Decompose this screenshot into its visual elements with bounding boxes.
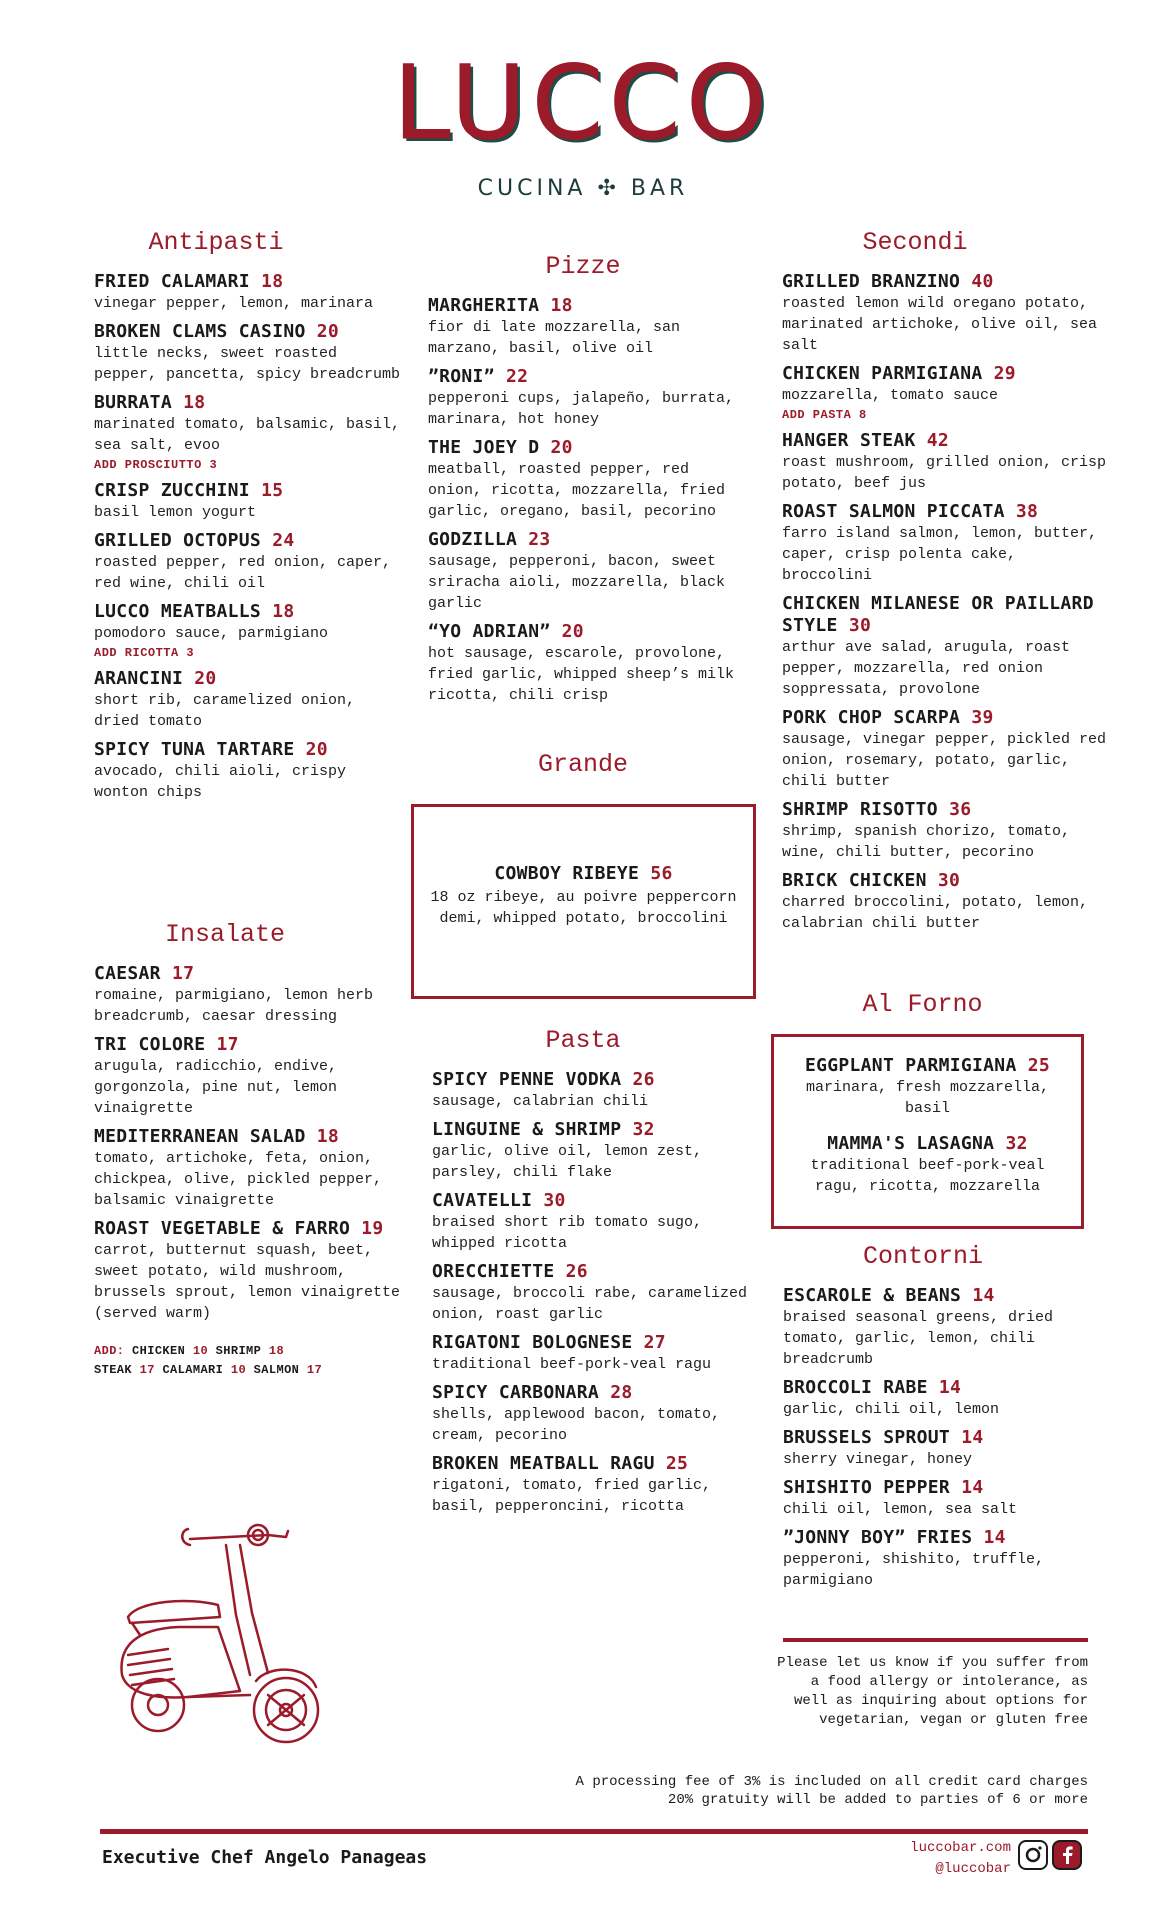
item-name [432, 1069, 754, 1091]
item-desc: vinegar pepper, lemon, marinara [94, 295, 374, 312]
add-label: ADD: [94, 1344, 125, 1358]
item-name-text: SHRIMP RISOTTO [782, 799, 938, 820]
grande-title: Grande [537, 750, 628, 779]
item-name [94, 392, 406, 414]
item-desc: sausage, pepperoni, bacon, sweet sriracha aioli, mozzarella, black garlic [428, 553, 726, 612]
item-name-text: CAESAR [94, 963, 161, 984]
item-name [782, 870, 1112, 892]
grande-item-name [414, 863, 753, 885]
item-name-text: CHICKEN MILANESE OR PAILLARD STYLE [782, 593, 1094, 636]
item-desc: carrot, butternut squash, beet, sweet potato, wild mushroom, brussels sprout, lemon vinaigrette [94, 1242, 401, 1301]
item-name-text: SPICY CARBONARA [432, 1382, 600, 1403]
gratuity-line: 20% gratuity will be added to parties of 6 or more [667, 1792, 1088, 1808]
item-price: 27 [643, 1332, 666, 1353]
menu-item-burrata [94, 392, 406, 473]
contorni-list [783, 1285, 1103, 1591]
item-name [428, 529, 752, 551]
item-name-text: HANGER STEAK [782, 430, 916, 451]
menu-item-lucco-meatballs [94, 601, 406, 661]
item-price: 20 [316, 321, 340, 342]
item-name [783, 1477, 1103, 1499]
item-name-text: GRILLED BRANZINO [782, 271, 961, 292]
item-desc: short rib, caramelized onion, dried tomato [94, 692, 356, 730]
item-name-text: ROAST VEGETABLE & FARRO [94, 1218, 351, 1239]
item-name-text: CHICKEN PARMIGIANA [782, 363, 983, 384]
insalate-list [94, 963, 406, 1324]
item-desc: fior di late mozzarella, san marzano, basil, olive oil [428, 319, 681, 357]
item-note: (served warm) [94, 1305, 212, 1322]
item-price: 42 [926, 430, 950, 451]
item-desc: sherry vinegar, honey [783, 1451, 973, 1468]
item-price: 18 [261, 271, 284, 292]
item-price: 19 [361, 1218, 384, 1239]
item-name-text: EGGPLANT PARMIGIANA [804, 1055, 1017, 1076]
menu-item-tri-colore [94, 1034, 406, 1119]
item-desc: roasted pepper, red onion, caper, red wine, chili oil [94, 554, 392, 592]
menu-item-caesar [94, 963, 406, 1027]
pizze-section [428, 252, 752, 706]
antipasti-section [94, 228, 406, 803]
item-add-on: ADD PASTA 8 [782, 408, 867, 422]
pasta-list [432, 1069, 754, 1517]
item-desc: pepperoni cups, jalapeño, burrata, marinara, hot honey [428, 390, 735, 428]
item-name-text: ”RONI” [428, 366, 495, 387]
item-desc: pepperoni, shishito, truffle, parmigiano [783, 1551, 1045, 1589]
item-price: 14 [972, 1285, 995, 1306]
item-desc: meatball, roasted pepper, red onion, ricotta, mozzarella, fried garlic, oregano, basil, pecorino [428, 461, 726, 520]
item-price: 25 [1027, 1055, 1051, 1076]
item-desc: shells, applewood bacon, tomato, cream, pecorino [432, 1406, 721, 1444]
item-price: 40 [971, 271, 994, 292]
secondi-title: Secondi [862, 228, 968, 257]
item-price: 14 [961, 1477, 984, 1498]
menu-item-godzilla [428, 529, 752, 614]
menu-item-eggplant-parmigiana [784, 1055, 1071, 1119]
pasta-section [432, 1026, 754, 1517]
item-desc: braised seasonal greens, dried tomato, garlic, lemon, chili breadcrumb [783, 1309, 1054, 1368]
add-protein-line-2 [94, 1361, 406, 1380]
item-name [94, 1126, 406, 1148]
item-name-text: MARGHERITA [428, 295, 540, 316]
item-price: 56 [650, 863, 673, 884]
item-price: 26 [632, 1069, 655, 1090]
insalate-section [94, 920, 406, 1380]
item-desc: arugula, radicchio, endive, gorgonzola, pine nut, lemon vinaigrette [94, 1058, 338, 1117]
item-name-text: ARANCINI [94, 668, 184, 689]
item-name [783, 1427, 1103, 1449]
item-name [783, 1527, 1103, 1549]
item-name-text: FRIED CALAMARI [94, 271, 250, 292]
item-name-text: MAMMA'S LASAGNA [827, 1133, 995, 1154]
menu-item-linguine-shrimp [432, 1119, 754, 1183]
item-price: 24 [272, 530, 295, 551]
menu-item-the-joey-d [428, 437, 752, 522]
add-price: 17 [306, 1363, 323, 1377]
menu-item-broken-clams-casino [94, 321, 406, 385]
item-desc: hot sausage, escarole, provolone, fried garlic, whipped sheep’s milk ricotta, chili crisp [428, 645, 735, 704]
item-price: 39 [971, 707, 994, 728]
item-name [94, 480, 406, 502]
item-price: 18 [316, 1126, 340, 1147]
contorni-title: Contorni [862, 1242, 984, 1271]
item-name-text: RIGATONI BOLOGNESE [432, 1332, 633, 1353]
contorni-section [783, 1242, 1103, 1591]
item-name-text: SPICY TUNA TARTARE [94, 739, 295, 760]
item-name-text: “YO ADRIAN” [428, 621, 551, 642]
item-price: 15 [261, 480, 284, 501]
website-link[interactable]: luccobar.com [910, 1840, 1011, 1856]
menu-item-orecchiette [432, 1261, 754, 1325]
menu-item-crisp-zucchini [94, 480, 406, 523]
al-forno-box [771, 1034, 1084, 1229]
item-name [94, 271, 406, 293]
item-name-text: BROCCOLI RABE [783, 1377, 928, 1398]
grande-box [411, 804, 756, 999]
item-name-text: ”JONNY BOY” FRIES [783, 1527, 973, 1548]
item-price: 30 [543, 1190, 566, 1211]
item-name-text: SPICY PENNE VODKA [432, 1069, 622, 1090]
item-price: 17 [216, 1034, 239, 1055]
item-desc: rigatoni, tomato, fried garlic, basil, pepperoncini, ricotta [432, 1477, 712, 1515]
pizze-list [428, 295, 752, 706]
add-item: CHICKEN [132, 1344, 186, 1358]
item-name [782, 799, 1112, 821]
item-desc: sausage, calabrian chili [432, 1093, 649, 1110]
al-forno-list [784, 1055, 1071, 1197]
item-price: 32 [1005, 1133, 1028, 1154]
add-item: CALAMARI [162, 1363, 224, 1377]
item-name [784, 1133, 1071, 1155]
item-name-text: ORECCHIETTE [432, 1261, 555, 1282]
item-price: 29 [993, 363, 1016, 384]
item-desc: chili oil, lemon, sea salt [783, 1501, 1018, 1518]
item-desc: sausage, vinegar pepper, pickled red onion, rosemary, potato, garlic, chili butter [782, 731, 1107, 790]
menu-item-chicken-parmigiana [782, 363, 1112, 423]
item-price: 22 [505, 366, 529, 387]
add-price: 10 [230, 1363, 247, 1377]
secondi-section [782, 228, 1112, 934]
item-price: 14 [961, 1427, 984, 1448]
item-name-text: SHISHITO PEPPER [783, 1477, 951, 1498]
item-price: 14 [938, 1377, 962, 1398]
item-desc: roast mushroom, grilled onion, crisp potato, beef jus [782, 454, 1107, 492]
item-price: 14 [983, 1527, 1006, 1548]
menu-item-margherita [428, 295, 752, 359]
item-name [432, 1190, 754, 1212]
pasta-title: Pasta [545, 1026, 621, 1055]
menu-item-yo-adrian [428, 621, 752, 706]
item-name [428, 437, 752, 459]
item-name-text: BRUSSELS SPROUT [783, 1427, 951, 1448]
menu-item-spicy-penne-vodka [432, 1069, 754, 1112]
pizze-title: Pizze [545, 252, 621, 281]
antipasti-list [94, 271, 406, 803]
grande-item-desc: 18 oz ribeye, au poivre peppercorn demi, whipped potato, broccolini [430, 889, 737, 927]
executive-chef: Executive Chef Angelo Panageas [102, 1847, 428, 1868]
add-protein-line-1 [94, 1342, 406, 1361]
item-price: 18 [550, 295, 573, 316]
item-name-text: LINGUINE & SHRIMP [432, 1119, 622, 1140]
item-name [94, 739, 406, 761]
item-name-text: CRISP ZUCCHINI [94, 480, 250, 501]
item-desc: romaine, parmigiano, lemon herb breadcrumb, caesar dressing [94, 987, 374, 1025]
al-forno-title: Al Forno [862, 990, 983, 1019]
item-name [94, 601, 406, 623]
insalate-title: Insalate [164, 920, 286, 949]
allergy-divider [783, 1638, 1088, 1642]
item-desc: sausage, broccoli rabe, caramelized onion, roast garlic [432, 1285, 748, 1323]
item-name-text: GRILLED OCTOPUS [94, 530, 262, 551]
item-price: 18 [183, 392, 206, 413]
menu-item-roni [428, 366, 752, 430]
item-name [94, 963, 406, 985]
item-desc: traditional beef-pork-veal ragu, ricotta, mozzarella [810, 1157, 1045, 1195]
menu-item-grilled-octopus [94, 530, 406, 594]
item-desc: basil lemon yogurt [94, 504, 257, 521]
item-name [428, 366, 752, 388]
item-desc: pomodoro sauce, parmigiano [94, 625, 329, 642]
item-name [432, 1119, 754, 1141]
item-name-text: GODZILLA [428, 529, 518, 550]
item-name-text: ESCAROLE & BEANS [783, 1285, 962, 1306]
item-desc: braised short rib tomato sugo, whipped ricotta [432, 1214, 703, 1252]
item-name [783, 1285, 1103, 1307]
menu-item-rigatoni-bolognese [432, 1332, 754, 1375]
add-item: STEAK [94, 1363, 133, 1377]
item-name [782, 430, 1112, 452]
logo [0, 44, 1166, 201]
item-name-text: COWBOY RIBEYE [494, 863, 640, 884]
menu-item-spicy-carbonara [432, 1382, 754, 1446]
menu-item-brick-chicken [782, 870, 1112, 934]
item-add-on: ADD PROSCIUTTO 3 [94, 458, 218, 472]
antipasti-title: Antipasti [148, 228, 284, 257]
item-name [782, 363, 1112, 385]
menu-item-fried-calamari [94, 271, 406, 314]
social-handle[interactable]: @luccobar [935, 1861, 1011, 1877]
contact [910, 1838, 1011, 1880]
menu-item-broccoli-rabe [783, 1377, 1103, 1420]
item-desc: little necks, sweet roasted pepper, pancetta, spicy breadcrumb [94, 345, 401, 383]
item-name [783, 1377, 1103, 1399]
item-desc: marinated tomato, balsamic, basil, sea salt, evoo [94, 416, 401, 454]
add-item: SALMON [253, 1363, 300, 1377]
item-name-text: TRI COLORE [94, 1034, 206, 1055]
item-price: 23 [528, 529, 551, 550]
menu-item-roast-salmon-piccata [782, 501, 1112, 586]
item-price: 20 [561, 621, 584, 642]
fee-line: A processing fee of 3% is included on all credit card charges [575, 1774, 1088, 1790]
item-price: 30 [848, 615, 872, 636]
item-name [94, 530, 406, 552]
item-desc: garlic, olive oil, lemon zest, parsley, chili flake [432, 1143, 703, 1181]
item-name [432, 1382, 754, 1404]
item-desc: traditional beef-pork-veal ragu [432, 1356, 712, 1373]
item-desc: mozzarella, tomato sauce [782, 387, 999, 404]
footer-divider [100, 1829, 1088, 1834]
menu-item-chicken-milanese-or-paillard-style [782, 593, 1112, 700]
menu-item-escarole-beans [783, 1285, 1103, 1370]
item-name-text: ROAST SALMON PICCATA [782, 501, 1005, 522]
facebook-icon[interactable] [1052, 1840, 1082, 1870]
menu-item-grilled-branzino [782, 271, 1112, 356]
item-name [782, 593, 1112, 637]
secondi-list [782, 271, 1112, 934]
menu-item-jonny-boy-fries [783, 1527, 1103, 1591]
item-price: 36 [949, 799, 972, 820]
item-desc: roasted lemon wild oregano potato, marinated artichoke, olive oil, sea salt [782, 295, 1098, 354]
item-desc: arthur ave salad, arugula, roast pepper, mozzarella, red onion soppressata, provolone [782, 639, 1071, 698]
item-desc: avocado, chili aioli, crispy wonton chips [94, 763, 347, 801]
allergy-notice: Please let us know if you suffer from a food allergy or intolerance, as well as inquiring about options for vegetarian, vegan or gluten free [777, 1655, 1088, 1728]
add-price: 17 [139, 1363, 155, 1377]
item-name-text: MEDITERRANEAN SALAD [94, 1126, 306, 1147]
item-name [432, 1261, 754, 1283]
item-price: 20 [305, 739, 328, 760]
add-protein [94, 1342, 406, 1380]
item-name-text: PORK CHOP SCARPA [782, 707, 961, 728]
fees-notice [480, 1773, 1088, 1809]
menu-item-brussels-sprout [783, 1427, 1103, 1470]
menu-item-mediterranean-salad [94, 1126, 406, 1211]
item-desc: marinara, fresh mozzarella, basil [805, 1079, 1050, 1117]
item-name [428, 621, 752, 643]
item-desc: tomato, artichoke, feta, onion, chickpea, olive, pickled pepper, balsamic vinaigrette [94, 1150, 383, 1209]
menu-item-spicy-tuna-tartare [94, 739, 406, 803]
item-name-text: BROKEN MEATBALL RAGU [432, 1453, 655, 1474]
item-price: 17 [171, 963, 195, 984]
menu-item-roast-vegetable-farro [94, 1218, 406, 1324]
item-name-text: BRICK CHICKEN [782, 870, 927, 891]
menu-item-mamma-s-lasagna [784, 1133, 1071, 1197]
item-name [432, 1332, 754, 1354]
add-item: SHRIMP [215, 1344, 262, 1358]
add-price: 18 [268, 1344, 285, 1358]
item-name [94, 1218, 406, 1240]
instagram-icon[interactable] [1018, 1840, 1048, 1870]
item-name-text: LUCCO MEATBALLS [94, 601, 262, 622]
item-price: 30 [937, 870, 961, 891]
item-desc: farro island salmon, lemon, butter, caper, crisp polenta cake, broccolini [782, 525, 1098, 584]
item-name [94, 1034, 406, 1056]
item-desc: shrimp, spanish chorizo, tomato, wine, chili butter, pecorino [782, 823, 1071, 861]
menu-item-broken-meatball-ragu [432, 1453, 754, 1517]
item-add-on: ADD RICOTTA 3 [94, 646, 195, 660]
menu-item-shrimp-risotto [782, 799, 1112, 863]
item-price: 25 [665, 1453, 689, 1474]
item-name-text: BROKEN CLAMS CASINO [94, 321, 306, 342]
item-name-text: BURRATA [94, 392, 172, 413]
item-name [94, 668, 406, 690]
menu-item-arancini [94, 668, 406, 732]
item-price: 20 [194, 668, 217, 689]
item-name-text: CAVATELLI [432, 1190, 533, 1211]
item-name [94, 321, 406, 343]
item-name-text: THE JOEY D [428, 437, 540, 458]
item-price: 20 [550, 437, 573, 458]
menu-item-shishito-pepper [783, 1477, 1103, 1520]
item-price: 32 [632, 1119, 655, 1140]
brand-name: LUCCO [393, 44, 773, 163]
brand-tagline: CUCINA ✣ BAR [477, 176, 689, 201]
item-name [432, 1453, 754, 1475]
item-desc: garlic, chili oil, lemon [783, 1401, 1000, 1418]
menu-item-pork-chop-scarpa [782, 707, 1112, 792]
item-desc: charred broccolini, potato, lemon, calabrian chili butter [782, 894, 1089, 932]
menu-item-cavatelli [432, 1190, 754, 1254]
item-name [784, 1055, 1071, 1077]
menu-item-hanger-steak [782, 430, 1112, 494]
item-name [782, 707, 1112, 729]
item-price: 28 [610, 1382, 633, 1403]
item-price: 26 [565, 1261, 588, 1282]
item-name [782, 271, 1112, 293]
item-name [428, 295, 752, 317]
item-price: 18 [272, 601, 295, 622]
item-name [782, 501, 1112, 523]
add-price: 10 [192, 1344, 209, 1358]
scooter-illustration [118, 1505, 338, 1755]
item-price: 38 [1015, 501, 1039, 522]
